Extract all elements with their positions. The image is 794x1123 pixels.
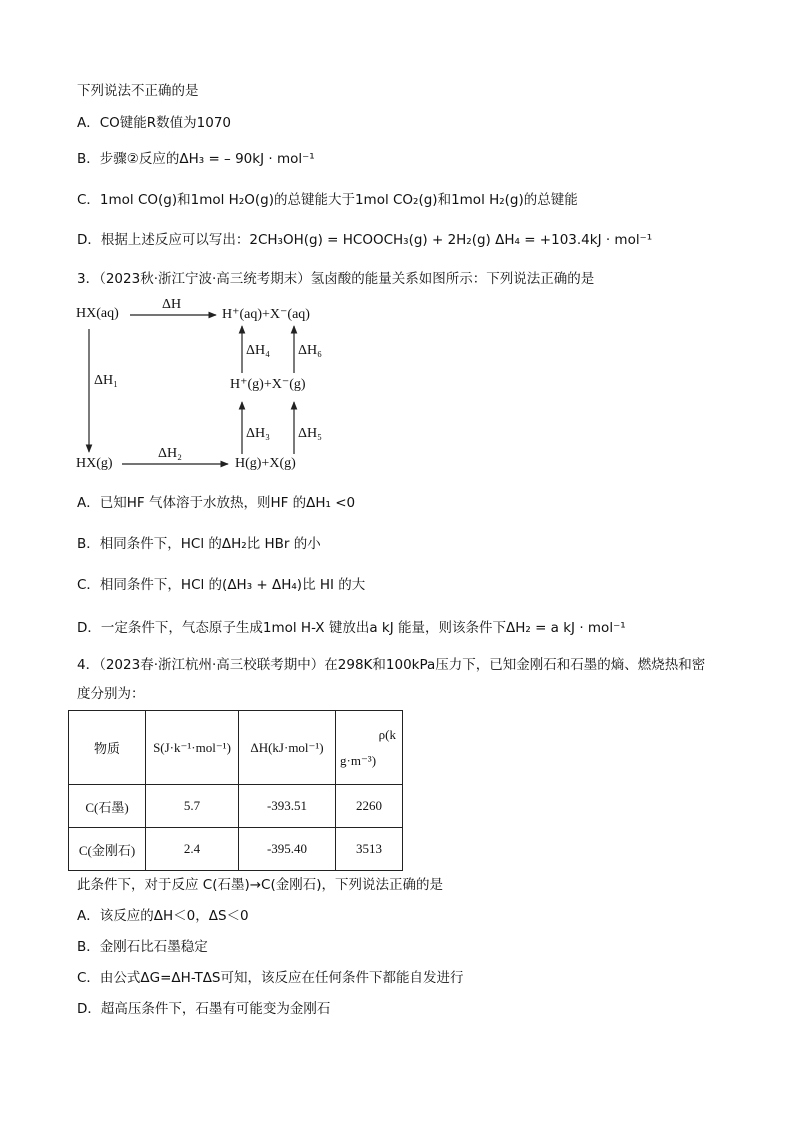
table-row [69,828,403,871]
cell-entropy: 2.4 [146,828,239,871]
label-dh1: ΔH₁ [94,373,118,388]
q2-option-c: C．1mol CO(g)和1mol H₂O(g)的总键能大于1mol CO₂(g)和1mol H₂(g)的总键能 [77,192,578,208]
label-dh3: ΔH₃ [246,426,270,441]
cell-substance: C(金刚石) [69,828,146,871]
cell-density: 2260 [336,785,403,828]
label-dh5: ΔH₅ [298,426,322,441]
cell-enthalpy: -395.40 [239,828,336,871]
cell-substance: C(石墨) [69,785,146,828]
q4-option-d: D．超高压条件下，石墨有可能变为金刚石 [77,1001,331,1017]
label-dh6: ΔH₆ [298,343,322,358]
species-ions-g: H⁺(g)+X⁻(g) [230,377,306,392]
q4-option-c: C．由公式ΔG=ΔH-TΔS可知，该反应在任何条件下都能自发进行 [77,970,464,986]
q3-option-c: C．相同条件下，HCl 的(ΔH₃ + ΔH₄)比 HI 的大 [77,577,366,593]
cell-density: 3513 [336,828,403,871]
table-row [69,785,403,828]
species-ions-aq: H⁺(aq)+X⁻(aq) [222,307,310,322]
header-entropy: S(J·k⁻¹·mol⁻¹) [146,711,239,785]
q3-option-b: B．相同条件下，HCl 的ΔH₂比 HBr 的小 [77,536,321,552]
cell-entropy: 5.7 [146,785,239,828]
energy-cycle-diagram [70,296,370,476]
q4-stem-line2: 度分别为： [77,686,145,702]
header-substance: 物质 [69,711,146,785]
species-hx-aq: HX(aq) [76,306,119,321]
header-enthalpy: ΔH(kJ·mol⁻¹) [239,711,336,785]
species-hx-g: HX(g) [76,456,113,471]
header-density-part2: g·m⁻³) [340,752,377,768]
q2-option-a: A．CO键能R数值为1070 [77,115,232,131]
cell-enthalpy: -393.51 [239,785,336,828]
q3-stem: 3．（2023秋·浙江宁波·高三统考期末）氢卤酸的能量关系如图所示：下列说法正确的是 [77,271,595,287]
q4-option-b: B．金刚石比石墨稳定 [77,939,208,955]
label-dh4: ΔH₄ [246,343,270,358]
label-dh2: ΔH₂ [158,446,182,461]
q4-condition: 此条件下，对于反应 C(石墨)→C(金刚石)，下列说法正确的是 [77,877,444,893]
q2-option-b: B．步骤②反应的ΔH₃ = – 90kJ · mol⁻¹ [77,151,315,167]
q3-option-d: D．一定条件下，气态原子生成1mol H-X 键放出a kJ 能量，则该条件下ΔH₂ = a kJ · mol⁻¹ [77,620,626,636]
q2-option-d: D．根据上述反应可以写出：2CH₃OH(g) = HCOOCH₃(g) + 2H₂(g) ΔH₄ = +103.4kJ · mol⁻¹ [77,232,653,248]
q4-stem-line1: 4．（2023春·浙江杭州·高三校联考期中）在298K和100kPa压力下，已知金刚石和石墨的熵、燃烧热和密 [77,657,706,673]
header-density [336,711,403,785]
header-density-part1: ρ(k [378,726,396,742]
table-header-row [69,711,403,785]
q4-option-a: A．该反应的ΔH＜0，ΔS＜0 [77,908,249,924]
label-dh: ΔH [162,297,182,312]
q2-stem: 下列说法不正确的是 [77,83,199,99]
q3-option-a: A．已知HF 气体溶于水放热，则HF 的ΔH₁ <0 [77,495,356,511]
species-atoms-g: H(g)+X(g) [235,456,296,471]
thermo-data-table [68,710,403,871]
